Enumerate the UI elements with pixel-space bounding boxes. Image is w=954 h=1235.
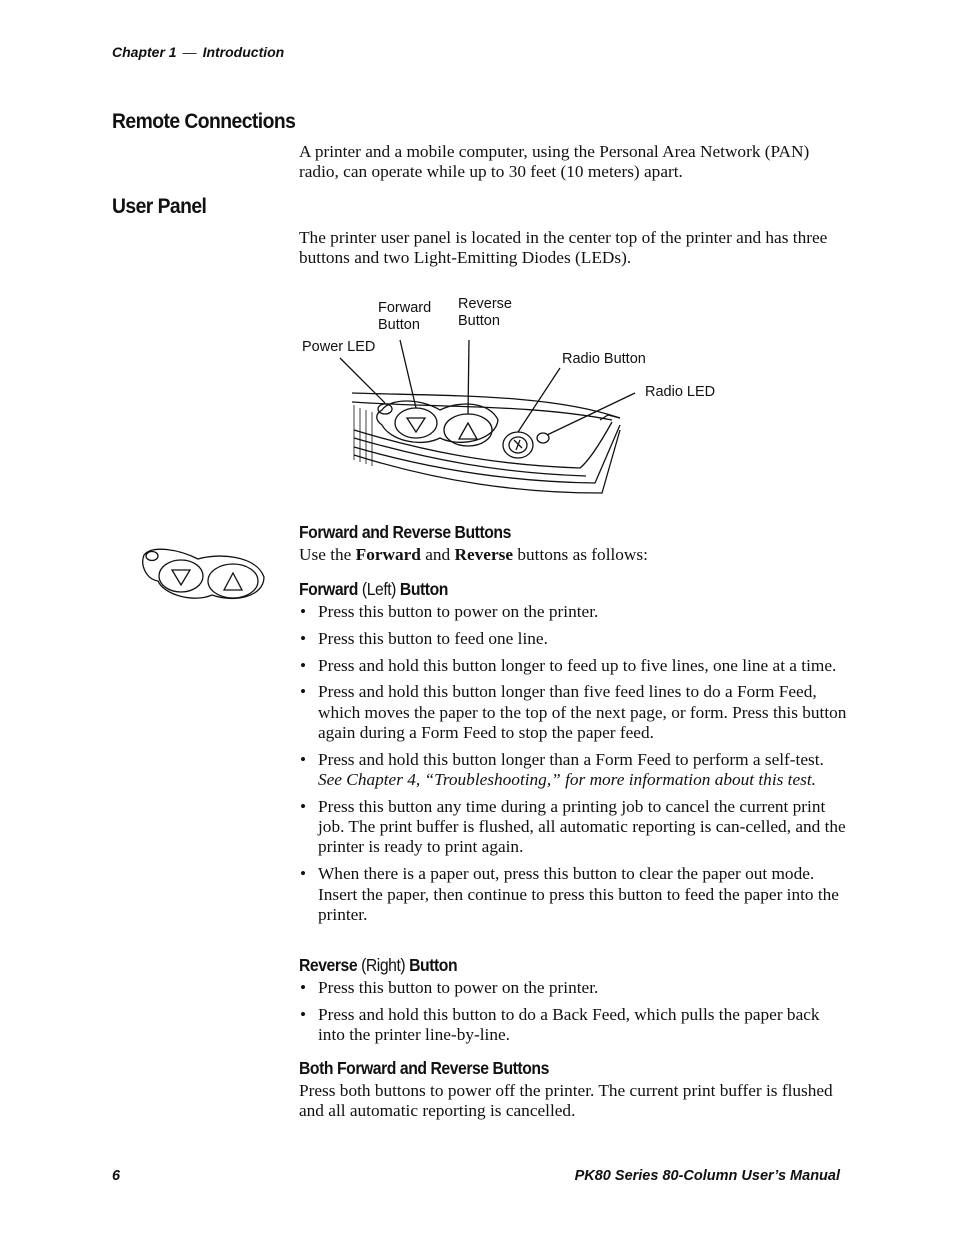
forward-reverse-icon <box>138 543 268 605</box>
user-panel-heading: User Panel <box>112 195 207 218</box>
remote-connections-body: A printer and a mobile computer, using the Personal Area Network (PAN) radio, can operate while up to 30 feet (10 meters) apart. <box>299 142 810 182</box>
list-item: • Press and hold this button longer to feed up to five lines, one line at a time. <box>299 656 847 676</box>
chapter-label: Chapter 1 <box>112 44 177 60</box>
page-number: 6 <box>112 1168 121 1184</box>
list-item: • Press this button to power on the printer. <box>299 602 847 622</box>
label-power-led: Power LED <box>302 339 376 355</box>
manual-title: PK80 Series 80-Column User’s Manual <box>574 1168 840 1184</box>
pod-forward-arrow <box>172 570 190 585</box>
power-led-leader <box>340 358 385 403</box>
pod-forward-button <box>159 560 203 592</box>
list-item: • Press and hold this button to do a Back Feed, which pulls the paper back into the printer line-by-line. <box>299 1005 847 1046</box>
list-item: • When there is a paper out, press this button to clear the paper out mode. Insert the paper, then continue to press this button to feed the paper into the printer. <box>299 864 847 925</box>
forward-arrow-shape <box>407 418 425 432</box>
label-radio-led: Radio LED <box>645 384 716 400</box>
reverse-arrow-shape <box>459 423 477 439</box>
reverse-button-list <box>299 978 847 1052</box>
both-buttons-body: Press both buttons to power off the printer. The current print buffer is flushed and all automatic reporting is cancelled. <box>299 1081 833 1121</box>
panel-edge-bottom <box>354 422 612 468</box>
radio-symbol <box>514 440 522 450</box>
pod-reverse-arrow <box>224 573 242 590</box>
power-led-shape <box>378 404 392 414</box>
label-reverse-button: Reverse Button <box>458 296 512 329</box>
fr-buttons-heading: Forward and Reverse Buttons <box>299 522 511 542</box>
forward-term: Forward <box>355 545 421 564</box>
header-separator: — <box>182 44 197 60</box>
button-pod-icon <box>138 543 268 605</box>
list-item: • Press this button any time during a printing job to cancel the current print job. The print buffer is flushed, all automatic reporting is can-celled, and the printer is ready to print again. <box>299 797 847 858</box>
forward-button-heading: Forward (Left) Button <box>299 579 448 599</box>
label-forward-button: Forward Button <box>378 300 432 333</box>
both-buttons-heading: Both Forward and Reverse Buttons <box>299 1058 549 1078</box>
panel-edge-lowest <box>354 425 620 483</box>
reverse-button-heading: Reverse (Right) Button <box>299 955 458 975</box>
list-item: • Press this button to feed one line. <box>299 629 847 649</box>
panel-hatching <box>354 405 372 466</box>
chapter-cross-reference: See Chapter 4, “Troubleshooting,” for more information about this test. <box>318 770 816 790</box>
reverse-term: Reverse <box>454 545 514 564</box>
fr-buttons-intro: Use the Forward and Reverse buttons as follows: <box>299 545 648 564</box>
user-panel-diagram <box>290 290 730 500</box>
forward-button-list <box>299 602 847 932</box>
running-header <box>112 44 284 60</box>
radio-led-leader <box>547 393 635 435</box>
section-label: Introduction <box>202 44 285 60</box>
remote-connections-heading: Remote Connections <box>112 110 296 133</box>
pod-power-led <box>146 552 158 561</box>
list-item: • Press and hold this button longer than a Form Feed to perform a self-test. See Chapter 4, “Troubleshooting,” for more information about this test. <box>299 750 847 791</box>
pod-reverse-button <box>208 564 258 598</box>
label-radio-button: Radio Button <box>562 351 646 367</box>
list-item: • Press and hold this button longer than five feed lines to do a Form Feed, which moves the paper to the top of the next page, or form. Press this button again during a Form Feed to stop the paper feed. <box>299 682 847 743</box>
user-panel-body: The printer user panel is located in the center top of the printer and has three buttons and two Light-Emitting Diodes (LEDs). <box>299 228 828 268</box>
list-item: • Press this button to power on the printer. <box>299 978 847 998</box>
forward-button-leader <box>400 340 416 408</box>
forward-button-shape <box>395 408 437 438</box>
reverse-button-leader <box>468 340 469 414</box>
